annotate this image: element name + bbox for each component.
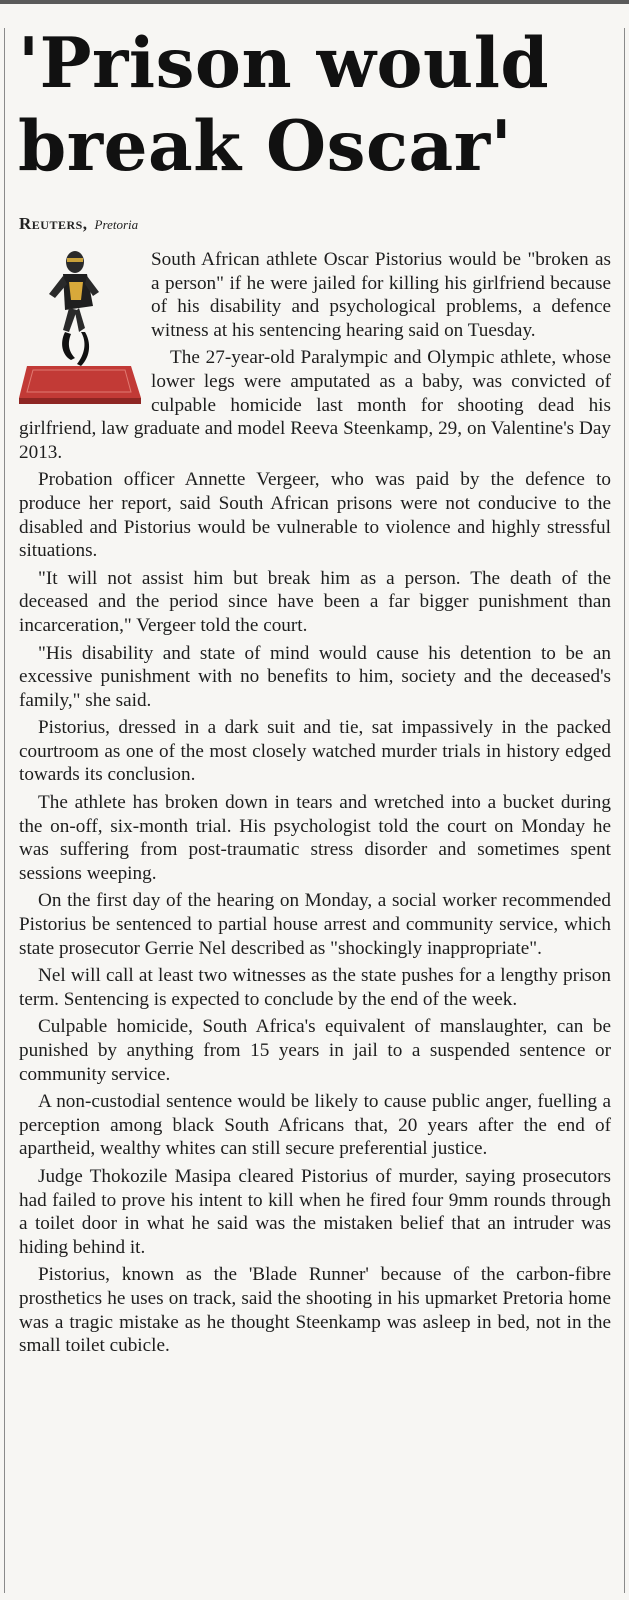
headline: 'Prison would break Oscar' [18, 23, 550, 187]
paragraph: Nel will call at least two witnesses as the state pushes for a lengthy prison term. Sentencing is expected to conclude by the end of the week. [19, 965, 611, 1010]
paragraph: Judge Thokozile Masipa cleared Pistorius of murder, saying prosecutors had failed to prove his intent to kill when he fired four 9mm rounds through a toilet door in what he said was the mistaken belief that an intruder was hiding behind it. [19, 1165, 611, 1258]
paragraph: "It will not assist him but break him as a person. The death of the deceased and the period since have been a far bigger punishment than incarceration," Vergeer told the court. [19, 567, 611, 636]
paragraph: "His disability and state of mind would cause his detention to be an excessive punishment with no benefits to him, society and the deceased's family," she said. [19, 642, 611, 711]
paragraph: The athlete has broken down in tears and wretched into a bucket during the on-off, six-month trial. His psychologist told the court on Monday he was suffering from post-traumatic stress disorder and sometimes spent sessions weeping. [19, 792, 611, 884]
athlete-photo [19, 248, 143, 406]
paragraph: Culpable homicide, South Africa's equivalent of manslaughter, can be punished by anything from 15 years in jail to a suspended sentence or community service. [19, 1016, 611, 1085]
byline-place: Pretoria [94, 217, 139, 232]
sprinter-figure-icon [19, 248, 143, 406]
paragraph: Probation officer Annette Vergeer, who was paid by the defence to produce her report, said South African prisons were not conducive to the disabled and Pistorius would be vulnerable to violence and highly stressful situations. [19, 469, 611, 562]
paragraph: Pistorius, dressed in a dark suit and tie, sat impassively in the packed courtroom as one of the most closely watched murder trials in history edged towards its conclusion. [19, 717, 611, 786]
article-body [19, 248, 611, 1362]
byline [19, 214, 138, 234]
top-rule [0, 0, 629, 4]
right-column-rule [624, 28, 625, 1593]
paragraph: A non-custodial sentence would be likely to cause public anger, fuelling a perception among black South Africans that, 20 years after the end of apartheid, wealthy whites can still secure preferential justice. [19, 1091, 611, 1160]
left-column-rule [4, 28, 5, 1593]
paragraph: On the first day of the hearing on Monday, a social worker recommended Pistorius be sentenced to partial house arrest and community service, which state prosecutor Gerrie Nel described as "shockingly inappropriate". [19, 890, 611, 959]
paragraph: South African athlete Oscar Pistorius would be "broken as a person" if he were jailed for killing his girlfriend because of his disability and psychological problems, a defence witness at his sentencing hearing said on Tuesday. [151, 249, 611, 341]
byline-agency: Reuters, [19, 214, 88, 233]
paragraph: Pistorius, known as the 'Blade Runner' because of the carbon-fibre prosthetics he uses on track, said the shooting in his upmarket Pretoria home was a tragic mistake as he thought Steenkamp was asleep in bed, not in the small toilet cubicle. [19, 1264, 611, 1357]
paragraph: The 27-year-old Paralympic and Olympic athlete, whose lower legs were amputated as a baby, was convicted of culpable homicide last month for shooting dead his girlfriend, law graduate and model Reeva Steenkamp, 29, on Valentine's Day 2013. [19, 347, 611, 463]
